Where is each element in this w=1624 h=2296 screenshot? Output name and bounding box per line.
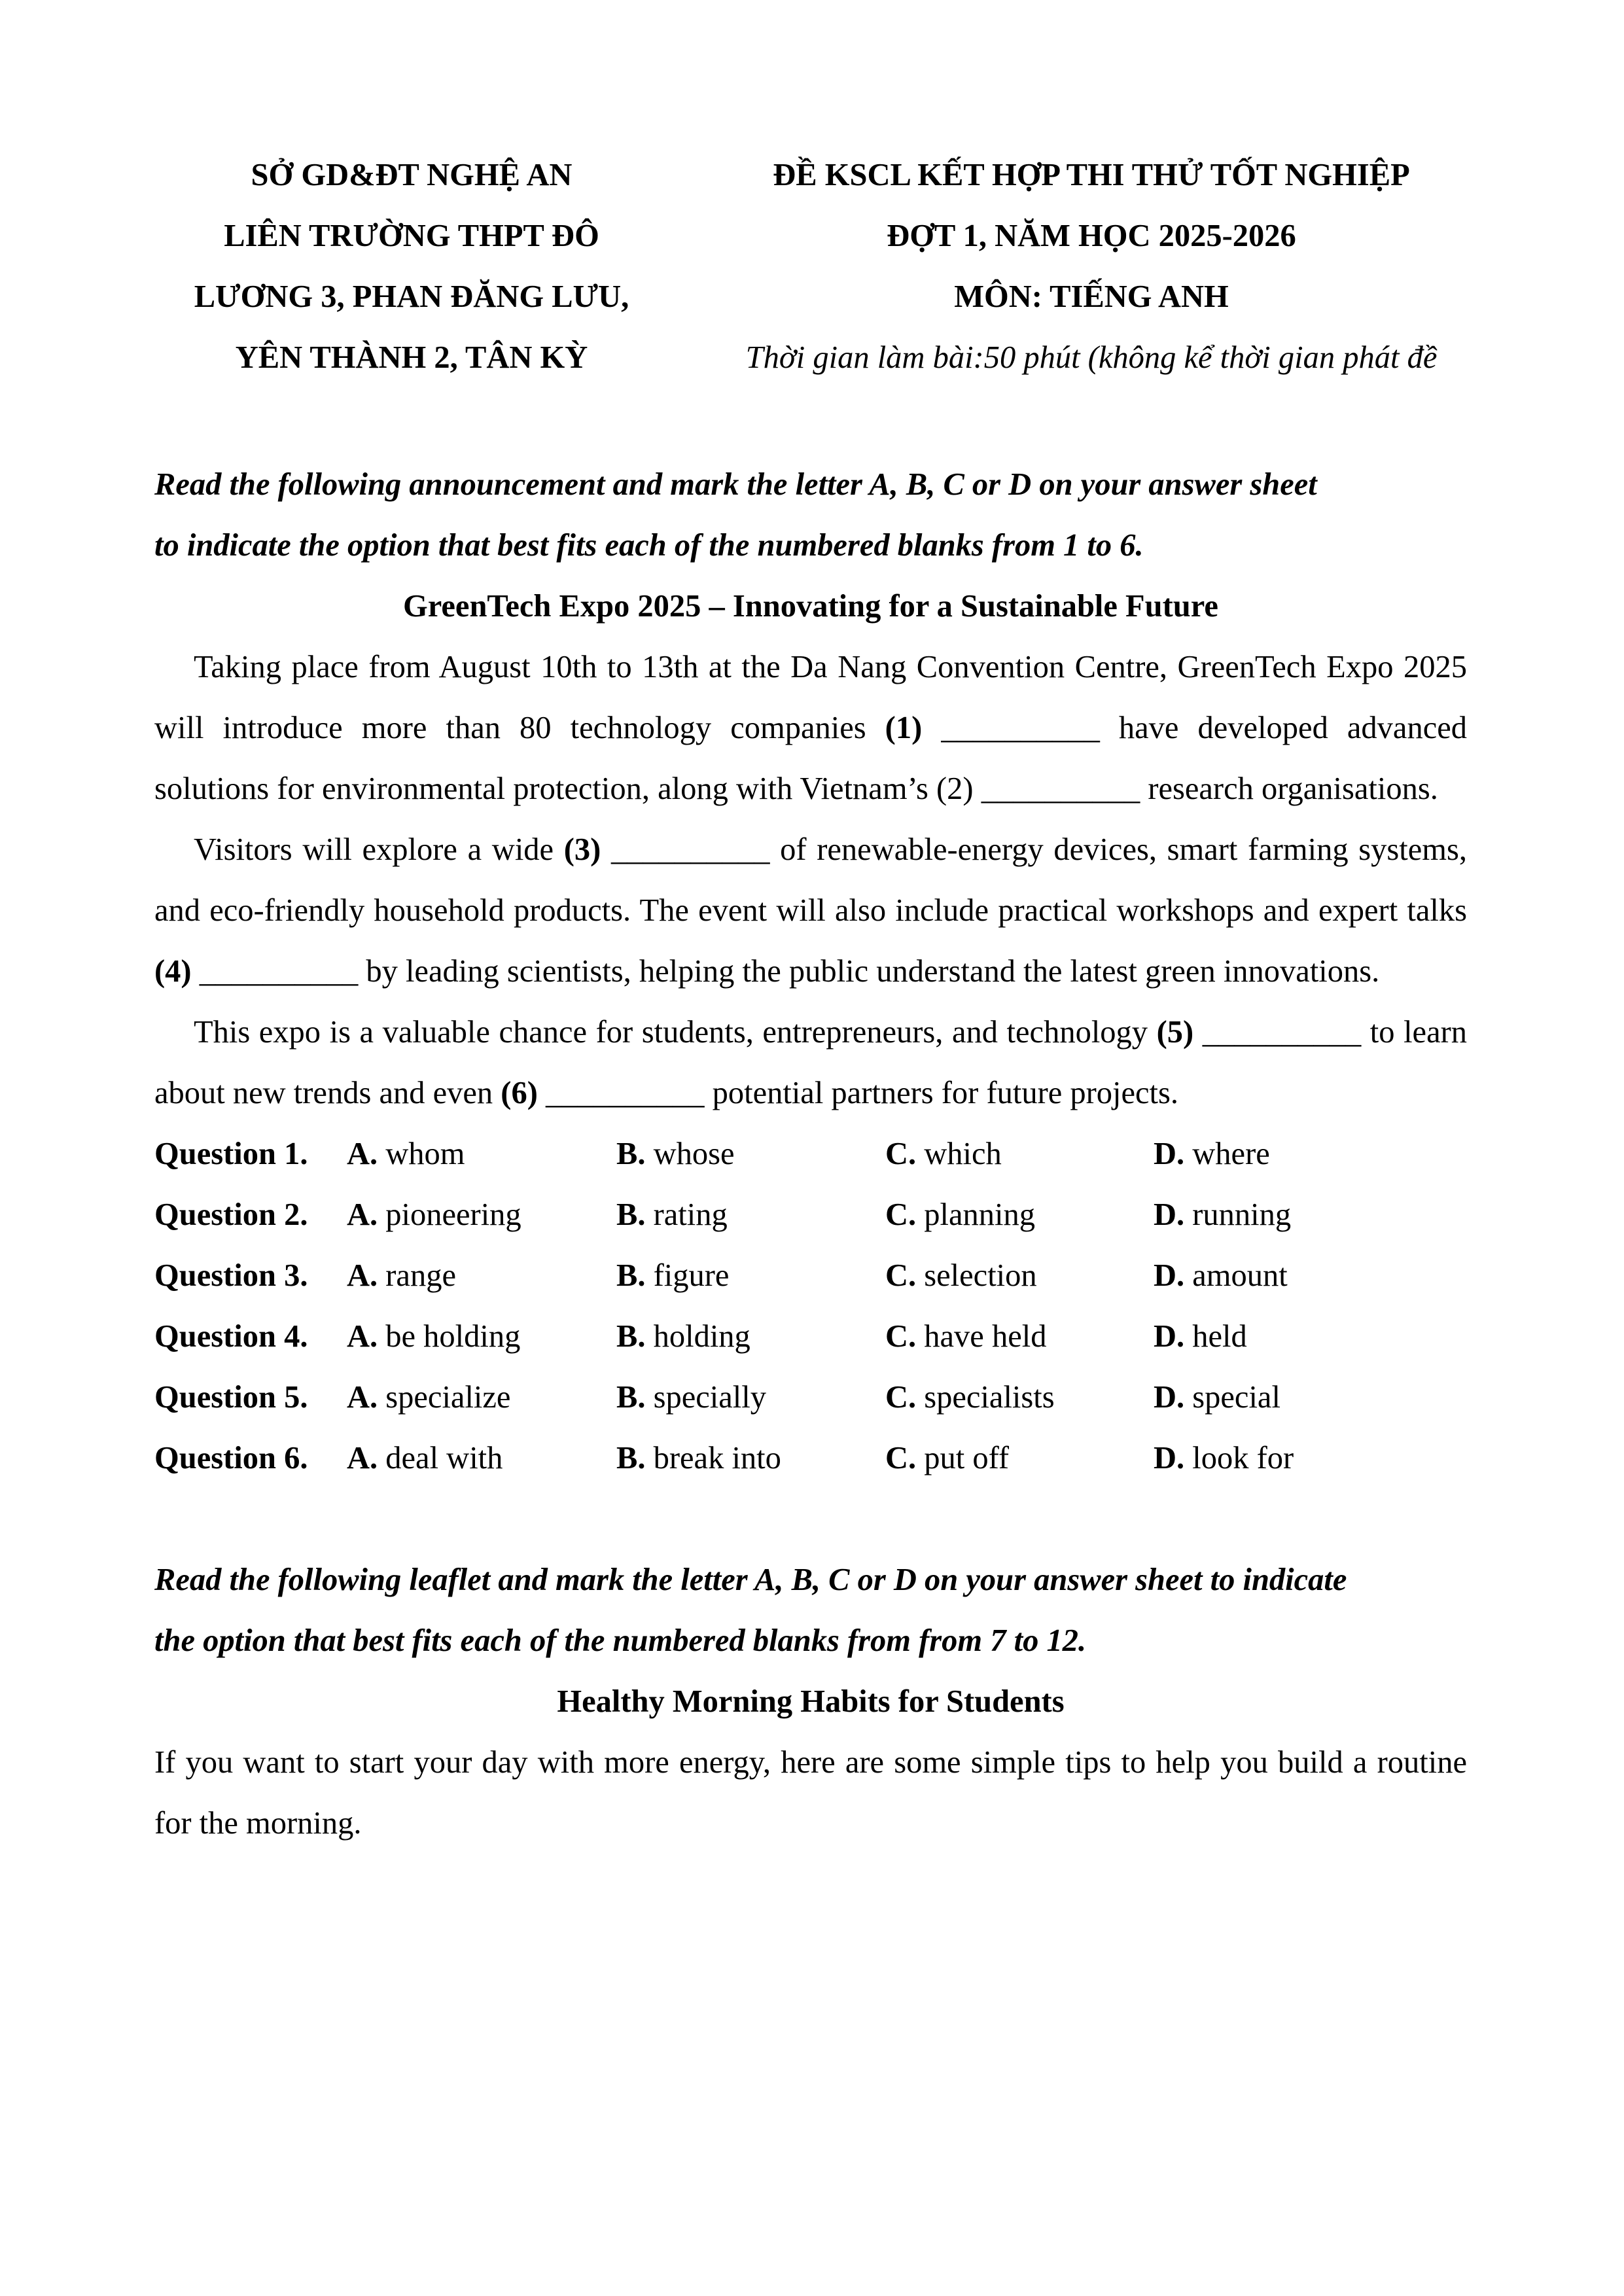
question-label: Question 5. bbox=[154, 1380, 308, 1415]
option-c[interactable] bbox=[885, 1245, 1037, 1306]
option-b[interactable] bbox=[616, 1367, 766, 1428]
option-letter: D. bbox=[1154, 1137, 1185, 1171]
option-text: which bbox=[924, 1137, 1002, 1171]
school-name-line-1: LIÊN TRƯỜNG THPT ĐÔ bbox=[224, 219, 599, 253]
school-name-line-3: YÊN THÀNH 2, TÂN KỲ bbox=[235, 340, 588, 375]
option-text: running bbox=[1192, 1197, 1292, 1232]
option-a[interactable] bbox=[347, 1428, 503, 1489]
option-letter: A. bbox=[347, 1319, 378, 1354]
option-text: whose bbox=[653, 1137, 735, 1171]
text: potential partners for future projects. bbox=[704, 1076, 1179, 1110]
option-text: selection bbox=[924, 1258, 1037, 1293]
section-2-instruction-line-1: Read the following leaflet and mark the letter A, B, C or D on your answer sheet to indicate bbox=[154, 1563, 1347, 1597]
text: by leading scientists, helping the public understand the latest green innovations. bbox=[358, 954, 1380, 989]
exam-round: ĐỢT 1, NĂM HỌC 2025-2026 bbox=[887, 219, 1296, 253]
blank-1: __________ bbox=[941, 711, 1100, 745]
option-d[interactable] bbox=[1154, 1184, 1291, 1245]
option-letter: A. bbox=[347, 1197, 378, 1232]
option-letter: B. bbox=[616, 1319, 646, 1354]
text: This expo is a valuable chance for students, entrepreneurs, and technology bbox=[194, 1015, 1157, 1050]
blank-6: __________ bbox=[545, 1076, 705, 1110]
option-b[interactable] bbox=[616, 1428, 781, 1489]
question-label: Question 4. bbox=[154, 1319, 308, 1354]
option-a[interactable] bbox=[347, 1245, 456, 1306]
exam-time: Thời gian làm bài:50 phút (không kể thời gian phát đề bbox=[745, 340, 1438, 375]
option-text: have held bbox=[924, 1319, 1047, 1354]
option-text: specialize bbox=[385, 1380, 511, 1415]
option-c[interactable] bbox=[885, 1123, 1002, 1184]
exam-subject: MÔN: TIẾNG ANH bbox=[954, 279, 1229, 314]
option-letter: D. bbox=[1154, 1441, 1185, 1475]
passage-1-paragraph-1 bbox=[154, 637, 1467, 819]
option-letter: B. bbox=[616, 1258, 646, 1293]
text: of renewable-energy devices, smart farming systems, and eco-friendly household products. The event will also include practical workshops and expert talks bbox=[154, 832, 1467, 928]
option-letter: B. bbox=[616, 1441, 646, 1475]
option-letter: D. bbox=[1154, 1319, 1185, 1354]
question-label: Question 1. bbox=[154, 1137, 308, 1171]
exam-content bbox=[154, 454, 1467, 1854]
question-row bbox=[154, 1428, 1467, 1489]
option-c[interactable] bbox=[885, 1306, 1046, 1367]
blank-number-6: (6) bbox=[501, 1076, 538, 1110]
option-letter: C. bbox=[885, 1441, 917, 1475]
option-letter: D. bbox=[1154, 1380, 1185, 1415]
text: have developed advanced solutions for environmental protection, along with Vietnam’s (2) bbox=[154, 711, 1467, 806]
option-text: be holding bbox=[385, 1319, 521, 1354]
option-text: specialists bbox=[924, 1380, 1055, 1415]
option-letter: A. bbox=[347, 1441, 378, 1475]
section-spacer bbox=[154, 1489, 1467, 1549]
question-row bbox=[154, 1184, 1467, 1245]
option-letter: C. bbox=[885, 1137, 917, 1171]
option-text: whom bbox=[385, 1137, 465, 1171]
option-text: range bbox=[385, 1258, 456, 1293]
department-name: SỞ GD&ĐT NGHỆ AN bbox=[251, 158, 573, 192]
option-text: held bbox=[1192, 1319, 1247, 1354]
question-label: Question 6. bbox=[154, 1441, 308, 1475]
question-row bbox=[154, 1306, 1467, 1367]
option-text: figure bbox=[653, 1258, 730, 1293]
leaflet-intro: If you want to start your day with more energy, here are some simple tips to help you build a routine for the morning. bbox=[154, 1745, 1467, 1841]
question-label: Question 3. bbox=[154, 1258, 308, 1293]
exam-header bbox=[686, 145, 1497, 388]
blank-number-1: (1) bbox=[885, 711, 923, 745]
section-2-instruction-line-2: the option that best fits each of the numbered blanks from from 7 to 12. bbox=[154, 1623, 1087, 1658]
school-name-line-2: LƯƠNG 3, PHAN ĐĂNG LƯU, bbox=[194, 279, 629, 314]
blank-5: __________ bbox=[1202, 1015, 1362, 1050]
option-text: special bbox=[1192, 1380, 1280, 1415]
blank-2: __________ bbox=[981, 771, 1140, 806]
option-a[interactable] bbox=[347, 1184, 521, 1245]
school-header bbox=[137, 145, 686, 388]
text: Taking place from August 10th to 13th at the Da Nang Convention Centre, GreenTech Expo 2025 will introduce more than 80 technology companies bbox=[154, 650, 1467, 745]
option-d[interactable] bbox=[1154, 1306, 1247, 1367]
option-letter: C. bbox=[885, 1319, 917, 1354]
option-text: rating bbox=[653, 1197, 728, 1232]
blank-4: __________ bbox=[199, 954, 359, 989]
option-letter: C. bbox=[885, 1197, 917, 1232]
option-text: look for bbox=[1192, 1441, 1294, 1475]
option-text: holding bbox=[653, 1319, 750, 1354]
option-c[interactable] bbox=[885, 1428, 1009, 1489]
option-text: put off bbox=[924, 1441, 1010, 1475]
blank-number-3: (3) bbox=[563, 832, 601, 867]
option-text: pioneering bbox=[385, 1197, 521, 1232]
option-a[interactable] bbox=[347, 1306, 520, 1367]
question-row bbox=[154, 1367, 1467, 1428]
option-letter: C. bbox=[885, 1380, 917, 1415]
option-d[interactable] bbox=[1154, 1123, 1270, 1184]
option-text: specially bbox=[653, 1380, 766, 1415]
option-letter: B. bbox=[616, 1380, 646, 1415]
question-row bbox=[154, 1245, 1467, 1306]
passage-1-paragraph-3 bbox=[154, 1002, 1467, 1123]
option-d[interactable] bbox=[1154, 1428, 1294, 1489]
option-b[interactable] bbox=[616, 1123, 735, 1184]
blank-number-4: (4) bbox=[154, 954, 192, 989]
section-1-title: GreenTech Expo 2025 – Innovating for a Sustainable Future bbox=[403, 589, 1218, 624]
option-letter: A. bbox=[347, 1258, 378, 1293]
section-1-instruction-line-2: to indicate the option that best fits each of the numbered blanks from 1 to 6. bbox=[154, 528, 1144, 563]
option-d[interactable] bbox=[1154, 1245, 1288, 1306]
section-2-title: Healthy Morning Habits for Students bbox=[557, 1684, 1065, 1719]
section-2-instruction bbox=[154, 1549, 1467, 1671]
option-letter: D. bbox=[1154, 1258, 1185, 1293]
exam-title: ĐỀ KSCL KẾT HỢP THI THỬ TỐT NGHIỆP bbox=[773, 158, 1410, 192]
option-b[interactable] bbox=[616, 1245, 729, 1306]
question-row bbox=[154, 1123, 1467, 1184]
option-b[interactable] bbox=[616, 1306, 750, 1367]
option-d[interactable] bbox=[1154, 1367, 1280, 1428]
question-list bbox=[154, 1123, 1467, 1489]
blank-number-5: (5) bbox=[1156, 1015, 1194, 1050]
option-letter: B. bbox=[616, 1197, 646, 1232]
option-text: where bbox=[1192, 1137, 1270, 1171]
option-text: deal with bbox=[385, 1441, 503, 1475]
option-c[interactable] bbox=[885, 1184, 1035, 1245]
option-letter: D. bbox=[1154, 1197, 1185, 1232]
blank-3: __________ bbox=[611, 832, 770, 867]
option-a[interactable] bbox=[347, 1123, 465, 1184]
option-letter: C. bbox=[885, 1258, 917, 1293]
option-text: break into bbox=[653, 1441, 781, 1475]
option-b[interactable] bbox=[616, 1184, 728, 1245]
option-letter: B. bbox=[616, 1137, 646, 1171]
option-text: amount bbox=[1192, 1258, 1288, 1293]
option-c[interactable] bbox=[885, 1367, 1055, 1428]
section-1-instruction bbox=[154, 454, 1467, 576]
passage-1-paragraph-2 bbox=[154, 819, 1467, 1002]
section-1-instruction-line-1: Read the following announcement and mark the letter A, B, C or D on your answer sheet bbox=[154, 467, 1317, 502]
text: to learn about new trends and even bbox=[154, 1015, 1468, 1110]
question-label: Question 2. bbox=[154, 1197, 308, 1232]
option-a[interactable] bbox=[347, 1367, 510, 1428]
option-letter: A. bbox=[347, 1137, 378, 1171]
option-text: planning bbox=[924, 1197, 1036, 1232]
text: Visitors will explore a wide bbox=[194, 832, 564, 867]
text: research organisations. bbox=[1140, 771, 1438, 806]
option-letter: A. bbox=[347, 1380, 378, 1415]
